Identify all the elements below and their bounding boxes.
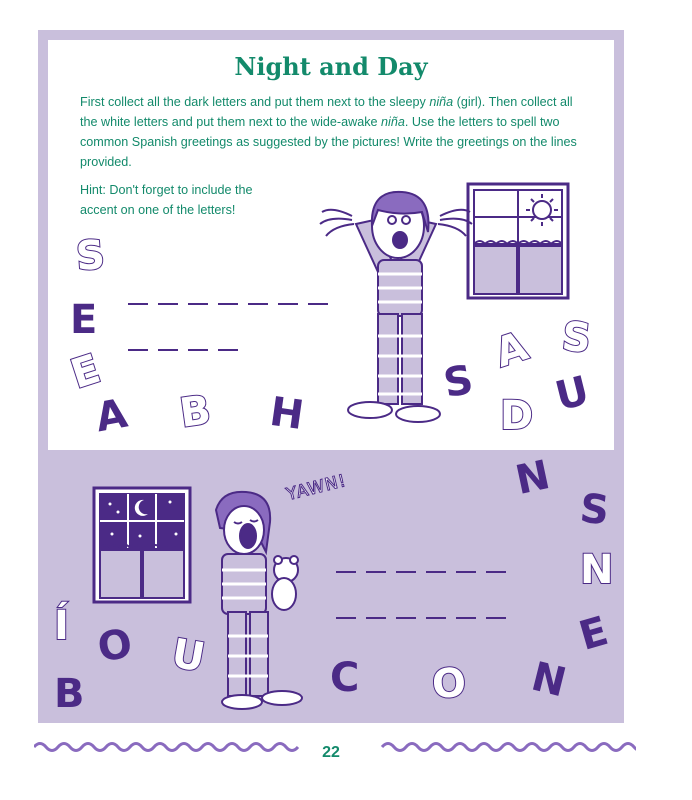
answer-blank	[336, 571, 356, 573]
letter-tile: Í	[54, 603, 69, 649]
letter-tile: C	[330, 655, 360, 701]
instructions-text: First collect all the dark letters and put them next to the sleepy niña (girl). Then collect all the white letters and put them next to the wide-awake niña. Use the letters to spell two common Spanish greetings as suggested by the pictures! Write the greetings on the lines provided.	[80, 95, 577, 169]
letter-tile: E	[70, 297, 98, 343]
answer-blank	[456, 571, 476, 573]
answer-line-day-1[interactable]	[128, 292, 338, 310]
answer-line-night-1[interactable]	[336, 560, 516, 578]
page-title: Night and Day	[234, 52, 428, 81]
letter-tile: A	[92, 390, 131, 442]
answer-blank	[308, 303, 328, 305]
letter-tile: O	[430, 659, 468, 709]
page-number: 22	[322, 744, 340, 761]
answer-blank	[248, 303, 268, 305]
answer-blank	[366, 617, 386, 619]
answer-line-day-2[interactable]	[128, 338, 248, 356]
letter-tile: S	[440, 356, 477, 408]
letter-tile: H	[266, 388, 307, 440]
answer-blank	[426, 571, 446, 573]
answer-blank	[218, 303, 238, 305]
answer-blank	[188, 303, 208, 305]
letter-tile: S	[74, 232, 107, 280]
letter-tile: B	[54, 671, 85, 717]
answer-blank	[486, 571, 506, 573]
answer-line-night-2[interactable]	[336, 606, 516, 624]
answer-blank	[486, 617, 506, 619]
answer-blank	[128, 303, 148, 305]
answer-blank	[366, 571, 386, 573]
letter-tile: U	[168, 630, 209, 682]
letter-tile: N	[511, 452, 554, 504]
letter-tile: B	[176, 387, 214, 437]
yawn-text: YAWN!	[284, 470, 349, 506]
answer-blank	[426, 617, 446, 619]
letter-tile: N	[526, 653, 571, 707]
answer-blank	[278, 303, 298, 305]
answer-blank	[396, 617, 416, 619]
hint-text: Hint: Don't forget to include the accent on one of the letters!	[80, 183, 253, 217]
answer-blank	[158, 303, 178, 305]
moon-window-illustration	[92, 486, 192, 604]
answer-blank	[336, 617, 356, 619]
letter-tile: S	[559, 313, 594, 363]
letter-tile: O	[94, 620, 136, 672]
letter-tile: E	[65, 345, 106, 399]
letter-tile: U	[550, 367, 594, 421]
answer-blank	[456, 617, 476, 619]
answer-blank	[396, 571, 416, 573]
letter-tile: A	[489, 323, 534, 377]
letter-tile: D	[500, 393, 534, 439]
sleepy-girl-illustration	[206, 490, 316, 712]
answer-blank	[188, 349, 208, 351]
letter-tile: S	[577, 485, 612, 535]
letter-tile: E	[574, 608, 614, 660]
letter-tile: N	[580, 547, 614, 593]
answer-blank	[128, 349, 148, 351]
answer-blank	[158, 349, 178, 351]
answer-blank	[218, 349, 238, 351]
